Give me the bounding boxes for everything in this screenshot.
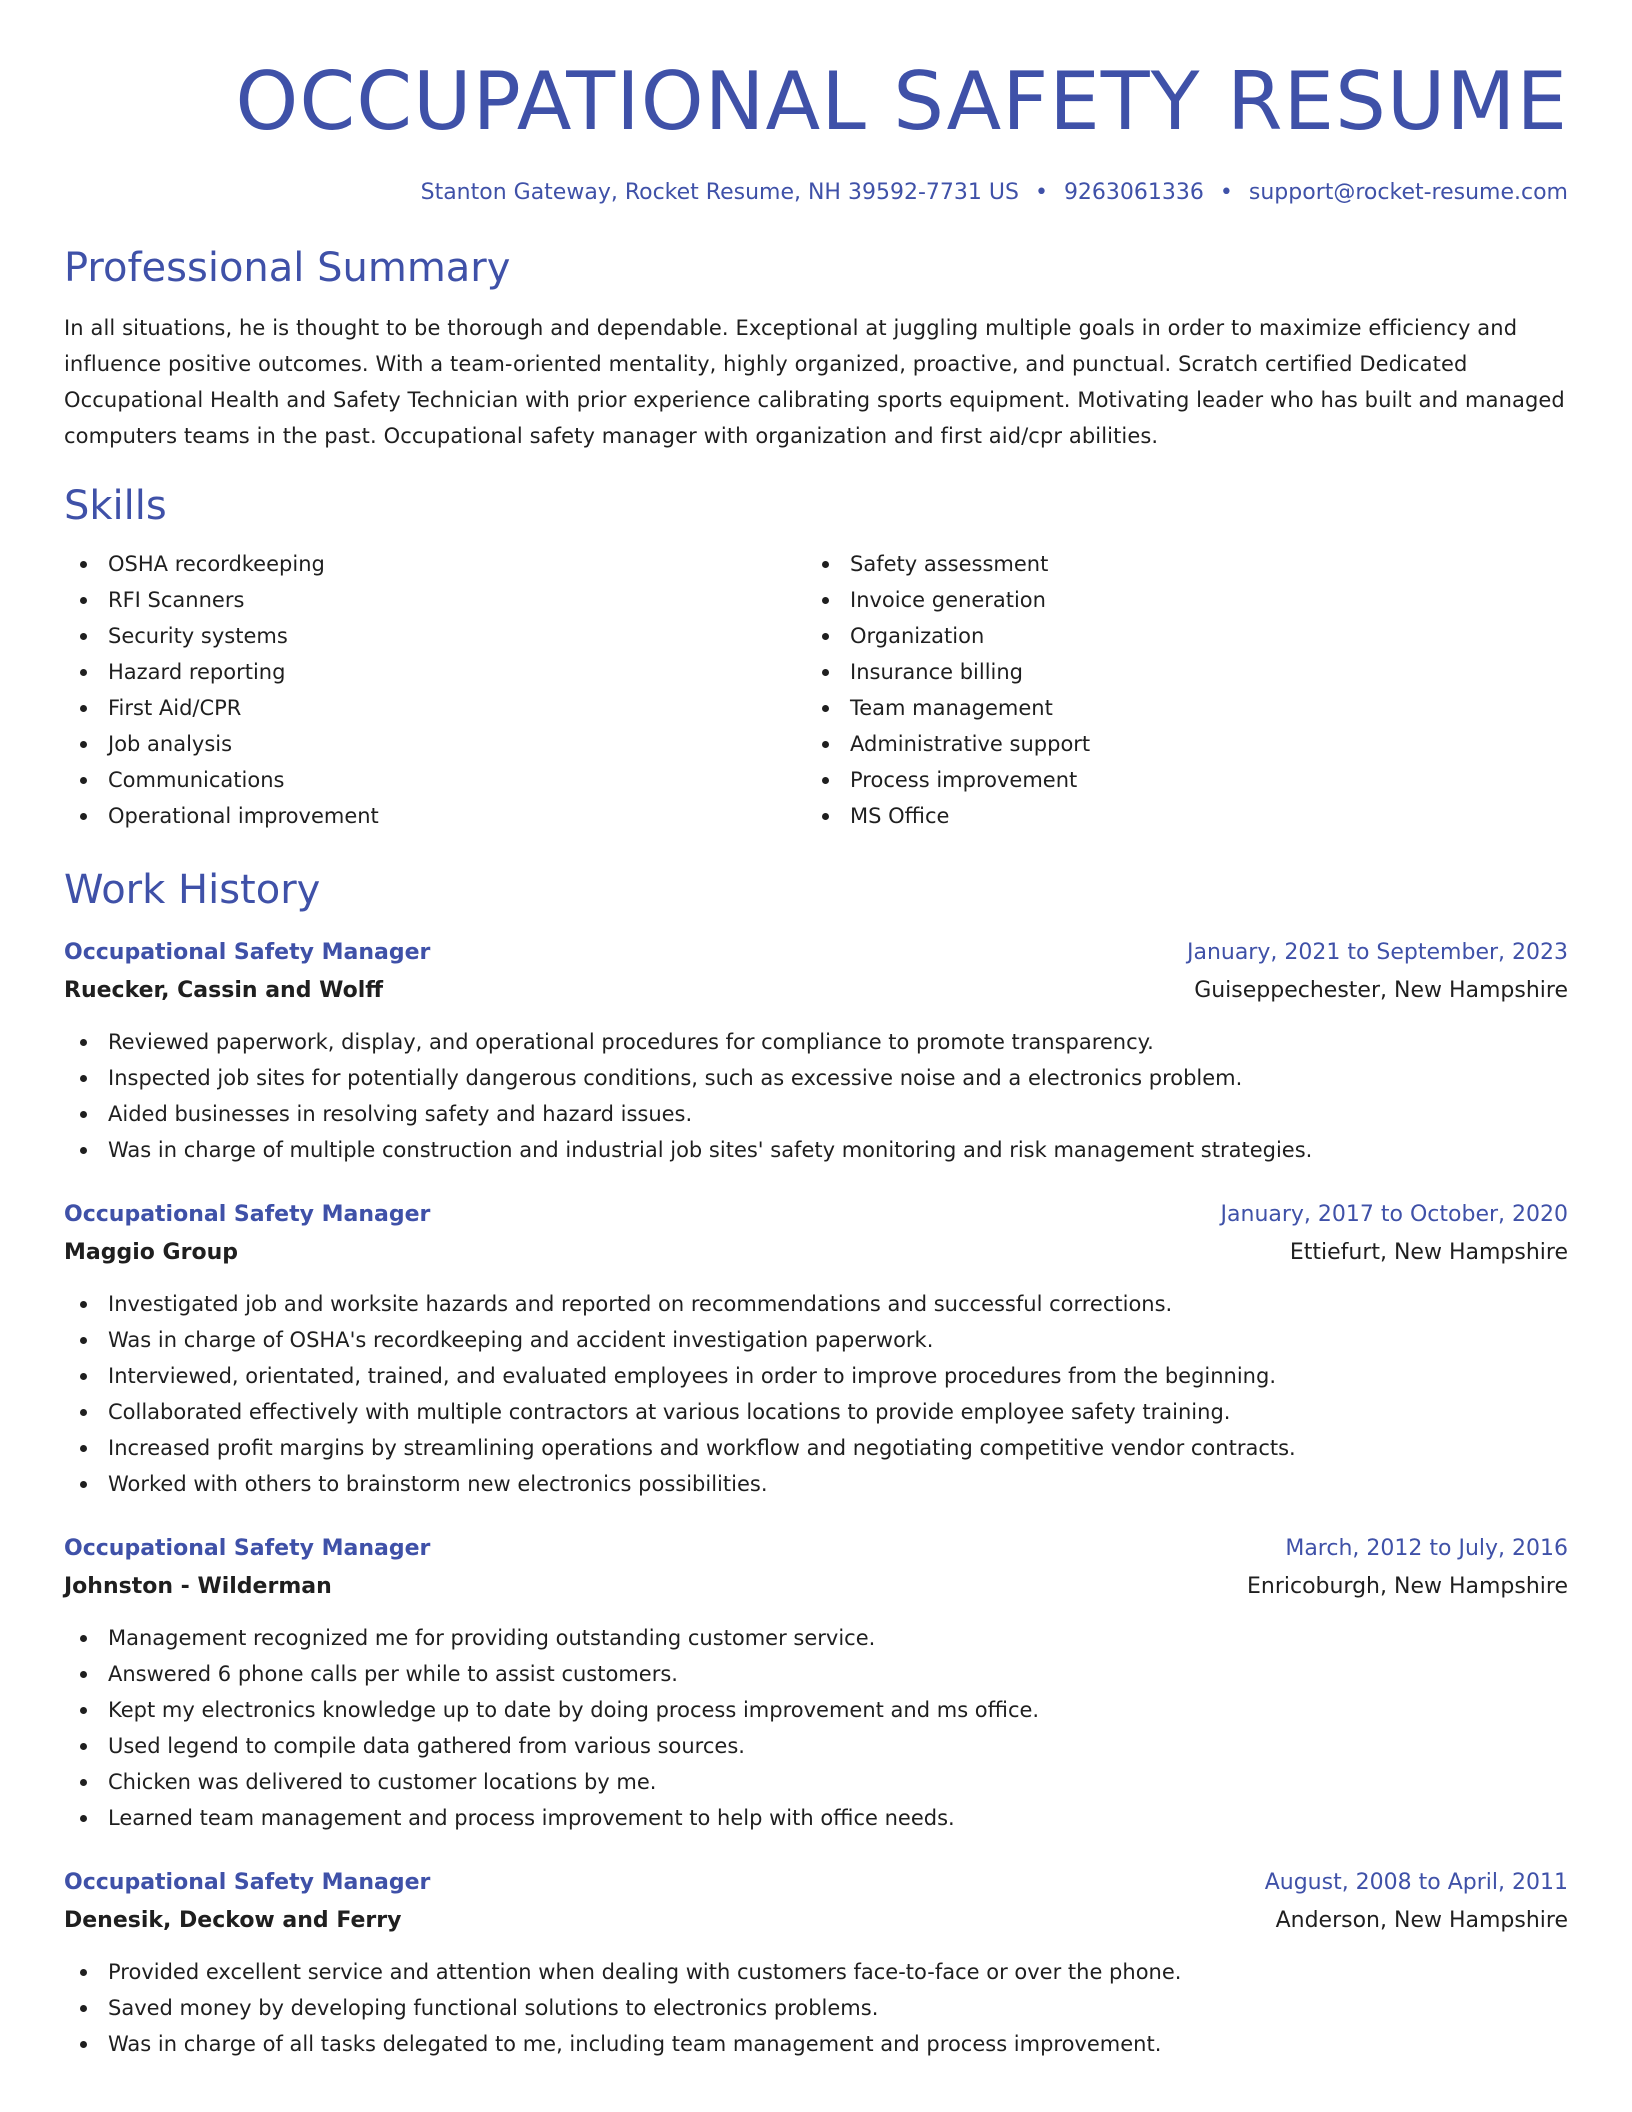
job-title: Occupational Safety Manager — [64, 1536, 431, 1561]
skill-item: Organization — [806, 618, 1546, 654]
job-entry — [64, 1530, 1568, 1836]
job-employer-row — [64, 1234, 1568, 1272]
resume-page — [64, 0, 1568, 2062]
job-bullets — [64, 1620, 1568, 1836]
job-dates: January, 2021 to September, 2023 — [1186, 940, 1568, 965]
job-bullet: Used legend to compile data gathered from various sources. — [64, 1728, 1568, 1764]
skill-item: RFI Scanners — [64, 582, 806, 618]
job-bullet: Answered 6 phone calls per while to assist customers. — [64, 1656, 1568, 1692]
skill-item: Team management — [806, 690, 1546, 726]
contact-separator: • — [1034, 180, 1048, 205]
job-header-row — [64, 1196, 1568, 1234]
job-bullet: Interviewed, orientated, trained, and evaluated employees in order to improve procedures from the beginning. — [64, 1358, 1568, 1394]
skill-item: Job analysis — [64, 726, 806, 762]
resume-title: OCCUPATIONAL SAFETY RESUME — [235, 55, 1568, 148]
skill-item: Process improvement — [806, 762, 1546, 798]
job-header-row — [64, 934, 1568, 972]
skill-item: Safety assessment — [806, 546, 1546, 582]
skill-item: Security systems — [64, 618, 806, 654]
skills-column-left — [64, 546, 806, 834]
job-company: Maggio Group — [64, 1240, 238, 1265]
job-location: Guiseppechester, New Hampshire — [1194, 978, 1568, 1003]
skill-item: Invoice generation — [806, 582, 1546, 618]
job-bullets — [64, 1286, 1568, 1502]
job-location: Enricoburgh, New Hampshire — [1246, 1574, 1568, 1599]
job-dates: August, 2008 to April, 2011 — [1264, 1870, 1568, 1895]
summary-text: In all situations, he is thought to be thorough and dependable. Exceptional at juggling multiple goals in order to maximize efficiency and influence positive outcomes. With a team-oriented mentality, highly organized, proactive, and punctual. Scratch certified Dedicated Occupational Health and Safety Technician with prior experience calibrating sports equipment. Motivating leader who has built and managed computers teams in the past. Occupational safety manager with organization and first aid/cpr abilities. — [64, 316, 1565, 448]
job-bullets — [64, 1954, 1568, 2062]
job-bullet: Investigated job and worksite hazards and reported on recommendations and successful corrections. — [64, 1286, 1568, 1322]
job-bullet: Management recognized me for providing outstanding customer service. — [64, 1620, 1568, 1656]
job-employer-row — [64, 1568, 1568, 1606]
job-bullet: Was in charge of OSHA's recordkeeping and accident investigation paperwork. — [64, 1322, 1568, 1358]
job-bullets — [64, 1024, 1568, 1168]
job-company: Johnston - Wilderman — [64, 1574, 332, 1599]
job-entry — [64, 1864, 1568, 2062]
job-title: Occupational Safety Manager — [64, 940, 431, 965]
job-employer-row — [64, 1902, 1568, 1940]
contact-separator: • — [1219, 180, 1233, 205]
job-bullet: Was in charge of all tasks delegated to me, including team management and process improvement. — [64, 2026, 1568, 2062]
contact-email: support@rocket-resume.com — [1248, 180, 1568, 205]
job-bullet: Collaborated effectively with multiple contractors at various locations to provide employee safety training. — [64, 1394, 1568, 1430]
job-bullet: Kept my electronics knowledge up to date by doing process improvement and ms office. — [64, 1692, 1568, 1728]
job-bullet: Was in charge of multiple construction and industrial job sites' safety monitoring and risk management strategies. — [64, 1132, 1568, 1168]
contact-phone: 9263061336 — [1063, 180, 1204, 205]
skill-item: Hazard reporting — [64, 654, 806, 690]
skill-item: Operational improvement — [64, 798, 806, 834]
job-bullet: Chicken was delivered to customer locations by me. — [64, 1764, 1568, 1800]
skill-item: Insurance billing — [806, 654, 1546, 690]
section-title-work-history: Work History — [64, 867, 321, 913]
job-company: Denesik, Deckow and Ferry — [64, 1908, 402, 1933]
skill-item: Communications — [64, 762, 806, 798]
job-company: Ruecker, Cassin and Wolff — [64, 978, 384, 1003]
skill-item: MS Office — [806, 798, 1546, 834]
job-header-row — [64, 1864, 1568, 1902]
job-bullet: Learned team management and process improvement to help with office needs. — [64, 1800, 1568, 1836]
job-dates: January, 2017 to October, 2020 — [1220, 1202, 1568, 1227]
skill-item: Administrative support — [806, 726, 1546, 762]
job-bullet: Saved money by developing functional solutions to electronics problems. — [64, 1990, 1568, 2026]
job-entry — [64, 1196, 1568, 1502]
contact-address: Stanton Gateway, Rocket Resume, NH 39592-7731 US — [420, 180, 1019, 205]
job-location: Anderson, New Hampshire — [1275, 1908, 1568, 1933]
job-location: Ettiefurt, New Hampshire — [1289, 1240, 1568, 1265]
job-bullet: Aided businesses in resolving safety and hazard issues. — [64, 1096, 1568, 1132]
contact-line — [64, 178, 1568, 208]
job-bullet: Reviewed paperwork, display, and operational procedures for compliance to promote transparency. — [64, 1024, 1568, 1060]
section-title-skills: Skills — [64, 483, 167, 529]
skill-item: First Aid/CPR — [64, 690, 806, 726]
job-dates: March, 2012 to July, 2016 — [1285, 1536, 1568, 1561]
job-bullet: Worked with others to brainstorm new electronics possibilities. — [64, 1466, 1568, 1502]
job-bullet: Provided excellent service and attention when dealing with customers face-to-face or over the phone. — [64, 1954, 1568, 1990]
job-title: Occupational Safety Manager — [64, 1202, 431, 1227]
skill-item: OSHA recordkeeping — [64, 546, 806, 582]
skills-column-right — [806, 546, 1546, 834]
job-employer-row — [64, 972, 1568, 1010]
job-title: Occupational Safety Manager — [64, 1870, 431, 1895]
job-bullet: Inspected job sites for potentially dangerous conditions, such as excessive noise and a electronics problem. — [64, 1060, 1568, 1096]
job-entry — [64, 934, 1568, 1168]
skills-list — [64, 546, 1568, 834]
job-header-row — [64, 1530, 1568, 1568]
section-title-professional-summary: Professional Summary — [64, 245, 511, 291]
job-bullet: Increased profit margins by streamlining operations and workflow and negotiating competitive vendor contracts. — [64, 1430, 1568, 1466]
